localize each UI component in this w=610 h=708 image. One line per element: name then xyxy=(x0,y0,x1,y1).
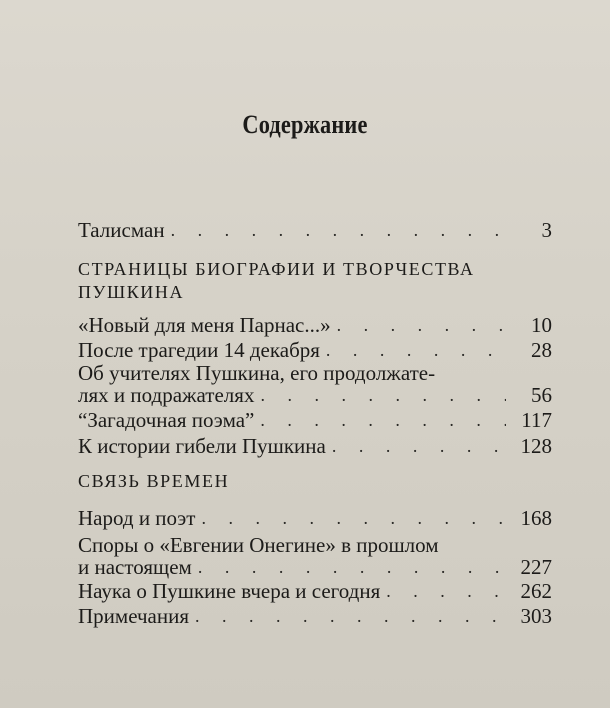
toc-entry-label: Наука о Пушкине вчера и сегодня xyxy=(78,579,381,603)
toc-entry-teachers-line1: Об учителях Пушкина, его продолжате- xyxy=(78,361,436,385)
toc-entry-talisman xyxy=(78,218,552,242)
section-heading-connection: СВЯЗЬ ВРЕМЕН xyxy=(78,471,230,491)
toc-entry-onegin xyxy=(78,555,552,579)
dot-leader xyxy=(337,313,506,337)
toc-entry-teachers xyxy=(78,383,552,407)
toc-entry-page: 227 xyxy=(520,555,552,579)
toc-entry-onegin-line1: Споры о «Евгении Онегине» в прошлом xyxy=(78,533,439,557)
toc-entry-science xyxy=(78,579,552,603)
toc-entry-mysterious-poem xyxy=(78,408,552,432)
dot-leader xyxy=(260,383,506,407)
toc-entry-label: После трагедии 14 декабря xyxy=(78,338,320,362)
toc-entry-label: Талисман xyxy=(78,218,165,242)
toc-entry-page: 168 xyxy=(520,506,552,530)
dot-leader xyxy=(332,434,506,458)
toc-entry-death-history xyxy=(78,434,552,458)
dot-leader xyxy=(195,604,506,628)
toc-entry-label: «Новый для меня Парнас...» xyxy=(78,313,331,337)
toc-entry-label: лях и подражателях xyxy=(78,383,255,407)
toc-entry-page: 56 xyxy=(531,383,552,407)
toc-entry-label: Примечания xyxy=(78,604,190,628)
toc-entry-label: и настоящем xyxy=(78,555,192,579)
toc-entry-label: К истории гибели Пушкина xyxy=(78,434,326,458)
dot-leader xyxy=(202,506,507,530)
toc-entry-people-poet xyxy=(78,506,552,530)
dot-leader xyxy=(326,338,506,362)
toc-entry-parnas xyxy=(78,313,552,337)
section-heading-biography: СТРАНИЦЫ БИОГРАФИИ И ТВОРЧЕСТВА xyxy=(78,259,475,279)
dot-leader xyxy=(171,218,506,242)
dot-leader xyxy=(260,408,506,432)
toc-entry-page: 117 xyxy=(521,408,552,432)
toc-entry-page: 10 xyxy=(531,313,552,337)
toc-entry-label: “Загадочная поэма” xyxy=(78,408,255,432)
toc-entry-tragedy xyxy=(78,338,552,362)
toc-entry-notes xyxy=(78,604,552,628)
toc-entry-page: 28 xyxy=(531,338,552,362)
toc-entry-label: Народ и поэт xyxy=(78,506,196,530)
page-title: Содержание xyxy=(242,110,368,139)
toc-entry-page: 303 xyxy=(520,604,552,628)
toc-entry-page: 262 xyxy=(520,579,552,603)
dot-leader xyxy=(386,579,506,603)
dot-leader xyxy=(198,555,506,579)
section-heading-biography-cont: ПУШКИНА xyxy=(78,282,185,302)
toc-entry-page: 128 xyxy=(520,434,552,458)
toc-entry-page: 3 xyxy=(541,218,552,242)
